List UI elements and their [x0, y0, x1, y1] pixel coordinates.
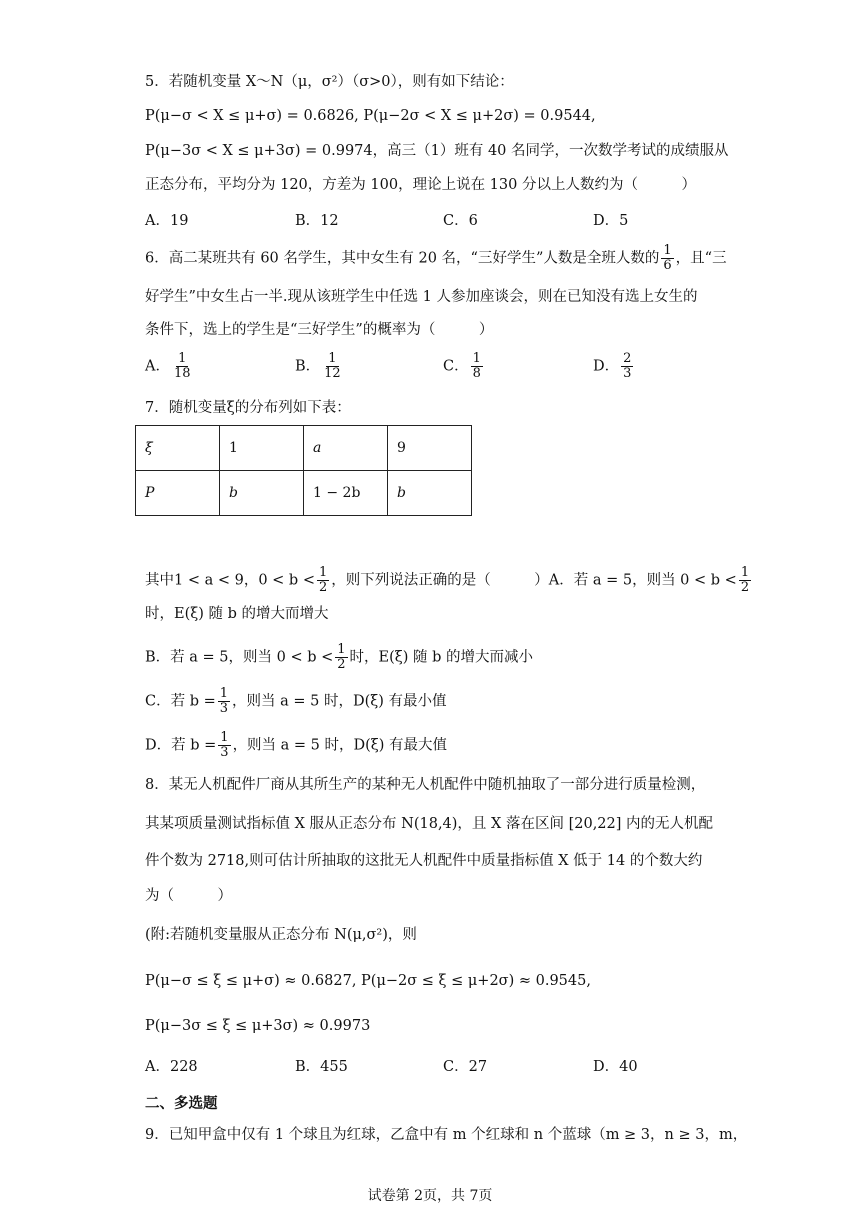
q8-option-c: C．27: [443, 1059, 488, 1075]
q8-note-line2: P(μ−σ ≤ ξ ≤ μ+σ) ≈ 0.6827, P(μ−2σ ≤ ξ ≤ μ+2σ) ≈ 0.9545,: [145, 973, 591, 989]
q6-stem-line1: 6．高二某班共有 60 名学生，其中女生有 20 名，“三好学生”人数是全班人数的 $\frac{1}{6}$ ，且“三: [145, 243, 727, 273]
q7-condition-line: 其中1 < a < 9，0 < b < $\frac{1}{2}$ ，则下列说法正确的是（ ）A．若 a = 5，则当 0 < b < $\frac{1}{2}$: [145, 565, 750, 595]
q6-option-d: D． $\frac{2}{3}$: [593, 351, 632, 381]
q5-stem-line4: 正态分布，平均分为 120，方差为 100，理论上说在 130 分以上人数约为（ ）: [145, 177, 696, 193]
table-cell: 1: [220, 426, 304, 471]
q8-option-a: A．228: [145, 1059, 198, 1075]
q8-stem-line1: 8．某无人机配件厂商从其所生产的某种无人机配件中随机抽取了一部分进行质量检测，: [145, 777, 706, 793]
q8-option-b: B．455: [295, 1059, 348, 1075]
q8-stem-line4: 为（ ）: [145, 888, 232, 904]
q5-option-b: B．12: [295, 213, 339, 229]
table-cell: P: [136, 471, 220, 516]
q5-stem-line1: 5．若随机变量 X～N（μ，σ²）（σ>0），则有如下结论：: [145, 74, 514, 90]
q7-option-a-tail: 时，E(ξ) 随 b 的增大而增大: [145, 606, 329, 622]
table-cell: b: [220, 471, 304, 516]
table-cell: b: [388, 471, 472, 516]
distribution-table: [135, 425, 472, 516]
q6-stem-line3: 条件下，选上的学生是“三好学生”的概率为（ ）: [145, 322, 494, 338]
q5-option-c: C．6: [443, 213, 478, 229]
table-cell: 1 − 2b: [304, 471, 388, 516]
q5-option-a: A．19: [145, 213, 189, 229]
section-heading: 二、多选题: [145, 1095, 218, 1112]
q6-option-c: C． $\frac{1}{8}$: [443, 351, 481, 381]
q6-fraction: $\frac{1}{6}$: [663, 243, 672, 273]
q8-option-d: D．40: [593, 1059, 638, 1075]
table-cell: 9: [388, 426, 472, 471]
q7-option-d: D．若 b = $\frac{1}{3}$ ，则当 a = 5 时，D(ξ) 有最大值: [145, 730, 448, 760]
q8-note-line3: P(μ−3σ ≤ ξ ≤ μ+3σ) ≈ 0.9973: [145, 1018, 371, 1034]
q8-stem-line3: 件个数为 2718,则可估计所抽取的这批无人机配件中质量指标值 X 低于 14 的个数大约: [145, 853, 703, 869]
q8-note-line1: (附:若随机变量服从正态分布 N(μ,σ²)，则: [145, 927, 417, 943]
table-row: [136, 471, 472, 516]
q7-intro: 7．随机变量ξ的分布列如下表：: [145, 400, 351, 416]
q5-stem-line3: P(μ−3σ < X ≤ μ+3σ) = 0.9974，高三（1）班有 40 名同学，一次数学考试的成绩服从: [145, 143, 729, 159]
table-row: [136, 426, 472, 471]
q6-option-a: A． $\frac{1}{18}$: [145, 351, 191, 381]
q5-stem-line2: P(μ−σ < X ≤ μ+σ) = 0.6826, P(μ−2σ < X ≤ μ+2σ) = 0.9544,: [145, 108, 596, 124]
table-cell: ξ: [136, 426, 220, 471]
q6-stem-line2: 好学生”中女生占一半.现从该班学生中任选 1 人参加座谈会，则在已知没有选上女生的: [145, 289, 698, 305]
table-cell: a: [304, 426, 388, 471]
q7-option-b: B．若 a = 5，则当 0 < b < $\frac{1}{2}$ 时，E(ξ) 随 b 的增大而减小: [145, 642, 534, 672]
q7-option-c: C．若 b = $\frac{1}{3}$ ，则当 a = 5 时，D(ξ) 有最小值: [145, 686, 447, 716]
q9-stem-line1: 9．已知甲盒中仅有 1 个球且为红球，乙盒中有 m 个红球和 n 个蓝球（m ≥ 3，n ≥ 3，m，: [145, 1127, 748, 1143]
page-footer: 试卷第 2页，共 7页: [367, 1188, 493, 1204]
q5-option-d: D．5: [593, 213, 629, 229]
q6-option-b: B． $\frac{1}{12}$: [295, 351, 341, 381]
q8-stem-line2: 其某项质量测试指标值 X 服从正态分布 N(18,4)，且 X 落在区间 [20,22] 内的无人机配: [145, 816, 714, 832]
